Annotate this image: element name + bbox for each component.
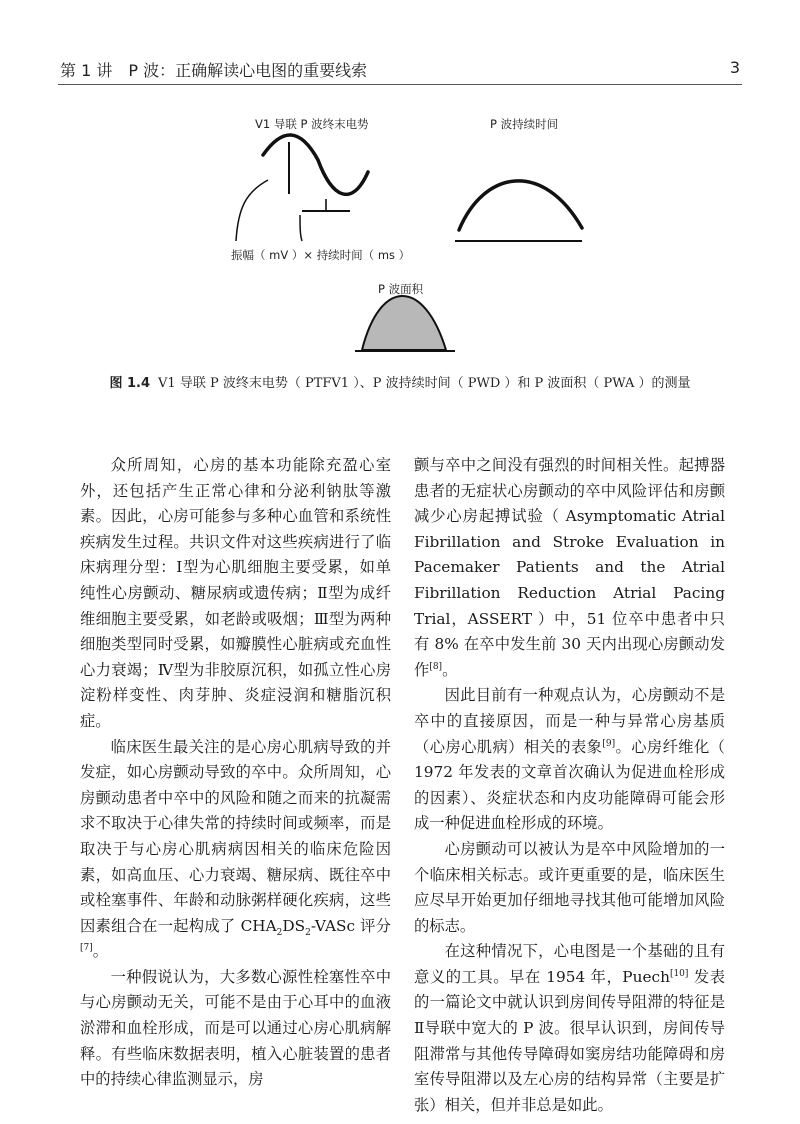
reference: [8] [429, 661, 443, 672]
ptfv1-waveform [263, 135, 368, 194]
reference: [7] [80, 943, 93, 954]
paragraph: 一种假说认为，大多数心源性栓塞性卒中与心房颤动无关，可能不是由于心耳中的血液淤滞和血栓形成，而是可以通过心房心肌病解释。有些临床数据表明，植入心脏装置的患者中的持续心律监测显示，房 [80, 967, 391, 1089]
chapter-title: 第 1 讲 P 波：正确解读心电图的重要线索 [60, 61, 368, 80]
page-number: 3 [729, 58, 740, 77]
reference: [10] [669, 968, 689, 979]
pwd-waveform [459, 181, 582, 230]
paragraph: 因此目前有一种观点认为，心房颤动不是卒中的直接原因，而是一种与异常心房基质（心房心肌病）相关的表象[9]。心房纤维化（ 1972 年发表的文章首次确认为促进血栓形成的因素）、炎症状态和内皮功能障碍可能会形成一种促进血栓形成的环境。 [414, 686, 725, 833]
ptfv1-pointer-right [300, 215, 302, 241]
pwa-area [362, 296, 446, 350]
figure-1-4 [0, 100, 800, 400]
pwd-title: P 波持续时间 [490, 117, 559, 131]
paragraph: 众所周知，心房的基本功能除充盈心室外，还包括产生正常心律和分泌利钠肽等激素。因此，心房可能参与多种心血管和系统性疾病发生过程。共识文件对这些疾病进行了临床病理分型：Ⅰ型为心肌细胞主要受累，如单纯性心房颤动、糖尿病或遗传病；Ⅱ型为成纤维细胞主要受累，如老龄或吸烟；Ⅲ型为两种细胞类型同时受累，如瓣膜性心脏病或充血性心力衰竭；Ⅳ型为非胶原沉积，如孤立性心房淀粉样变性、肉芽肿、炎症浸润和糖脂沉积症。 [80, 456, 391, 730]
paragraph: 颤与卒中之间没有强烈的时间相关性。起搏器患者的无症状心房颤动的卒中风险评估和房颤减少心房起搏试验（ Asymptomatic Atrial Fibrillation and Stroke Evaluation in Pacemaker Patients and the Atrial Fibrillation Reduction Atrial Pacing Trial，ASSERT ）中，51 位卒中患者中只有 8% 在卒中发生前 30 天内出现心房颤动发作[8]。 [414, 456, 725, 679]
caption-label: 图 1.4 [109, 376, 151, 391]
figure-caption [0, 372, 800, 391]
cha2ds2-vasc-score: $CHA_2DS_2$-VASc 评分[7]。 [80, 916, 391, 961]
paragraph: 在这种情况下，心电图是一个基础的且有意义的工具。早在 1954 年，Puech[10] 发表的一篇论文中就认识到房间传导阻滞的特征是Ⅱ导联中宽大的 P 波。很早认识到，房间传导阻滞常与其他传导障碍如窦房结功能障碍和房室传导阻滞以及左心房的结构异常（主要是扩张）相关，但并非总是如此。 [414, 942, 725, 1114]
right-column [414, 453, 725, 1118]
paragraph: 心房颤动可以被认为是卒中风险增加的一个临床相关标志。或许更重要的是，临床医生应尽早开始更加仔细地寻找其他可能增加风险的标志。 [414, 839, 725, 935]
pwa-title: P 波面积 [378, 282, 424, 296]
paragraph: 临床医生最关注的是心房心肌病导致的并发症，如心房颤动导致的卒中。众所周知，心房颤动患者中卒中的风险和随之而来的抗凝需求不取决于心律失常的持续时间或频率，而是取决于与心房心肌病病因相关的临床危险因素，如高血压、心力衰竭、糖尿病、既往卒中或栓塞事件、年龄和动脉粥样硬化疾病，这些因素组合在一起构成了 $CHA_2DS_2$-VASc 评分[7]。 [80, 737, 391, 961]
left-column [80, 453, 391, 1093]
figure-drawings [0, 100, 800, 400]
ptfv1-pointer-left [236, 180, 268, 241]
caption-text: V1 导联 P 波终末电势（ PTFV1 ）、P 波持续时间（ PWD ）和 P 波面积（ PWA ）的测量 [158, 376, 691, 391]
ptfv1-formula: 振幅（ mV ）× 持续时间（ ms ） [231, 248, 411, 262]
running-header [58, 56, 742, 85]
reference: [9] [602, 738, 616, 749]
ptfv1-title: V1 导联 P 波终末电势 [255, 117, 369, 131]
